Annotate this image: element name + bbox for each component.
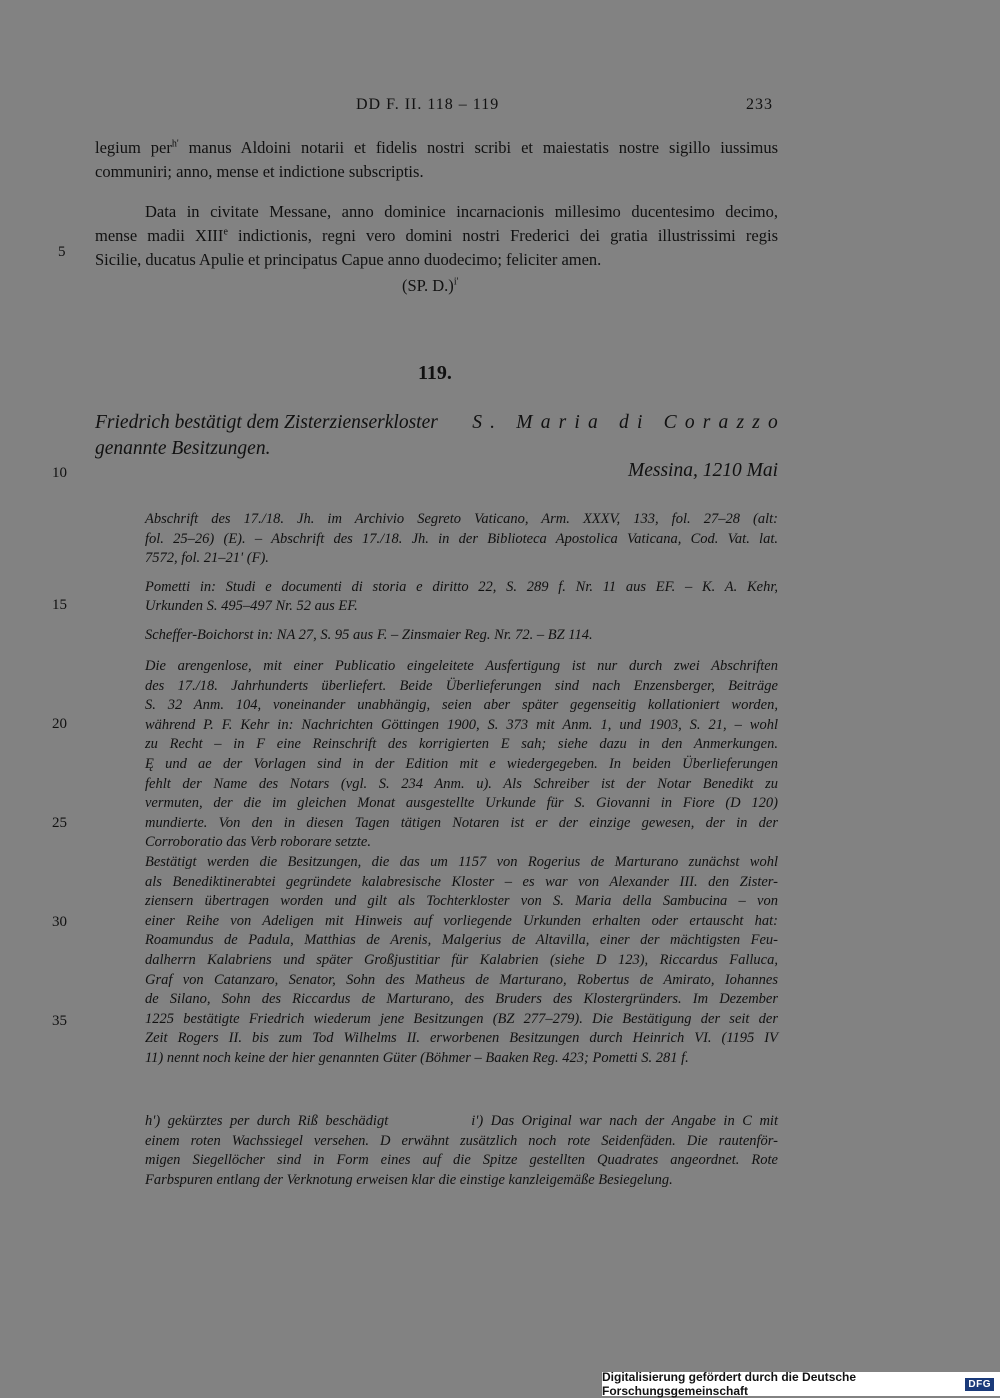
- doc118-line2: communiri; anno, mense et indictione subscriptis.: [95, 162, 424, 181]
- line-number-10: 10: [52, 465, 67, 481]
- data-line2: mense madii XIIIe indictionis, regni vero domini nostri Frederici dei gratia illustrissimi regis: [95, 226, 778, 245]
- commentary-line: S. 32 Anm. 104, voneinander unabhängig, seien aber später gegenseitig kollationiert worden,: [145, 697, 778, 714]
- line-number-15: 15: [52, 597, 67, 613]
- commentary-line: zu Recht – in F eine Reinschrift des korrigierten E sah; siehe dazu in den Anmerkungen.: [145, 736, 778, 753]
- commentary-line: während P. F. Kehr in: Nachrichten Göttingen 1900, S. 373 mit Anm. 1, und 1903, S. 21, – wohl: [145, 716, 778, 733]
- commentary-line: vermuten, der die im gleichen Monat ausgestellte Urkunde für S. Giovanni in Fiore (D 120): [145, 795, 778, 812]
- footnote-line: einem roten Wachssiegel versehen. D erwähnt zusätzlich noch rote Seidenfäden. Die rautenför-: [145, 1132, 778, 1149]
- document-number: 119.: [418, 362, 452, 384]
- doc118-line1: legium per$^{h'}$ manus Aldoini notarii et fidelis nostri scribi et maiestatis nostre sigillo iussimus: [95, 138, 778, 157]
- commentary-line: Roamundus de Padula, Matthias de Arenis, Malgerius de Altavilla, einer der mächtigsten Feu-: [145, 932, 778, 949]
- monastery-name: S. Maria di Corazzo: [472, 412, 786, 433]
- data-line3: Sicilie, ducatus Apulie et principatus Capue anno duodecimo; feliciter amen.: [95, 250, 602, 269]
- regest: [95, 410, 786, 462]
- commentary-line: Bestätigt werden die Besitzungen, die das um 1157 von Rogerius de Marturano zunächst wohl: [145, 853, 778, 870]
- commentary-line: dalherrn Kalabriens und später Großjustitiar für Kalabrien (siehe D 123), Riccardus Falluca,: [145, 951, 778, 968]
- footnote-line: migen Siegellöcher sind in Form eines auf die Spitze gestellten Quadrates angeordnet. Rote: [145, 1152, 778, 1169]
- page-number: 233: [746, 96, 773, 113]
- line-number-30: 30: [52, 914, 67, 930]
- commentary-line: einer Reihe von Adeligen mit Hinweis auf vorliegende Urkunden erhalten oder ertauscht hat:: [145, 912, 778, 929]
- commentary-line: Corroboratio das Verb roborare setzte.: [145, 834, 371, 851]
- commentary-line: des 17./18. Jahrhunderts überliefert. Beide Überlieferungen sind nach Enzensberger, Beiträge: [145, 677, 778, 694]
- commentary-line: mundierte. Von den in diesen Tagen tätigen Notaren ist er der einzige gewesen, der in der: [145, 814, 778, 831]
- commentary-line: 1225 bestätigte Friedrich wiederum jene Besitzungen (BZ 277–279). Die Bestätigung der seit der: [145, 1010, 778, 1027]
- sources: Abschrift des 17./18. Jh. im Archivio Segreto Vaticano, Arm. XXXV, 133, fol. 27–28 (alt: fol. 25–26) (E). – Abschrift des 17./18. Jh. in der Biblioteca Apostolica Vaticana, Cod. Vat. lat. 7572, fol. 21–21' (F). Pometti in: Studi e documenti di storia e diritto 22, S. 289 f. Nr. 11 aus EF. – K. A. Kehr, Urkunden S. 495–497 Nr. 52 aus EF. Scheffer-Boichorst in: NA 27, S. 95 aus F. – Zinsmaier Reg. Nr. 72. – BZ 114.: [145, 511, 778, 643]
- commentary-line: ziensern übertragen worden und gilt als Tochterkloster von S. Maria della Sambucina – von: [145, 893, 778, 910]
- commentary-line: de Silano, Sohn des Riccardus de Marturano, des Bruders des Klostergründers. Im Dezember: [145, 991, 778, 1008]
- running-title: DD F. II. 118 – 119: [356, 96, 500, 113]
- doc118-text: [95, 136, 778, 272]
- line-number-20: 20: [52, 716, 67, 732]
- footnote-line: Farbspuren entlang der Verknotung erweisen klar die einstige kanzleigemäße Besiegelung.: [145, 1171, 673, 1188]
- dfg-logo: DFG: [965, 1378, 994, 1391]
- regest-line1: Friedrich bestätigt dem Zisterzienserkloster S. Maria di Corazzo: [95, 410, 778, 436]
- date-place: Messina, 1210 Mai: [627, 460, 778, 481]
- footnote-mark-h: h': [171, 138, 179, 150]
- commentary-line: Graf von Catanzaro, Senator, Sohn des Matheus de Marturano, Robertus de Amirato, Iohannes: [145, 971, 778, 988]
- commentary: [145, 657, 778, 1068]
- regest-line2: genannte Besitzungen.: [95, 438, 271, 459]
- data-line1: Data in civitate Messane, anno dominice incarnacionis millesimo ducentesimo decimo,: [145, 202, 778, 221]
- footnotes: [145, 1112, 778, 1190]
- commentary-line: 11) nennt noch keine der hier genannten Güter (Böhmer – Baaken Reg. 423; Pometti S. 281 f.: [145, 1049, 689, 1066]
- commentary-line: Zeit Rogers II. bis zum Tod Wilhelms II. erworbenen Besitzungen durch Heinrich VI. (1195 IV: [145, 1030, 778, 1047]
- commentary-line: Ę und ae der Vorlagen sind in der Edition mit e wiedergegeben. In beiden Überlieferungen: [145, 755, 778, 772]
- commentary-line: Die arengenlose, mit einer Publicatio eingeleitete Ausfertigung ist nur durch zwei Abschriften: [145, 658, 778, 674]
- line-number-5: 5: [58, 244, 66, 260]
- seal-note: (SP. D.)$^{i'}$: [402, 276, 459, 295]
- footnote-line: h') gekürztes per durch Riß beschädigt i') Das Original war nach der Angabe in C mit: [145, 1113, 778, 1129]
- line-number-35: 35: [52, 1013, 67, 1029]
- commentary-line: als Benediktinerabtei gegründete kalabresische Kloster – es war von Alexander III. den Zister-: [145, 873, 778, 890]
- funding-footer: [602, 1372, 1000, 1396]
- commentary-line: fehlt der Name des Notars (vgl. S. 234 Anm. u). Als Schreiber ist der Notar Benedikt zu: [145, 775, 778, 792]
- line-number-25: 25: [52, 815, 67, 831]
- funding-text: Digitalisierung gefördert durch die Deutsche Forschungsgemeinschaft: [602, 1370, 857, 1398]
